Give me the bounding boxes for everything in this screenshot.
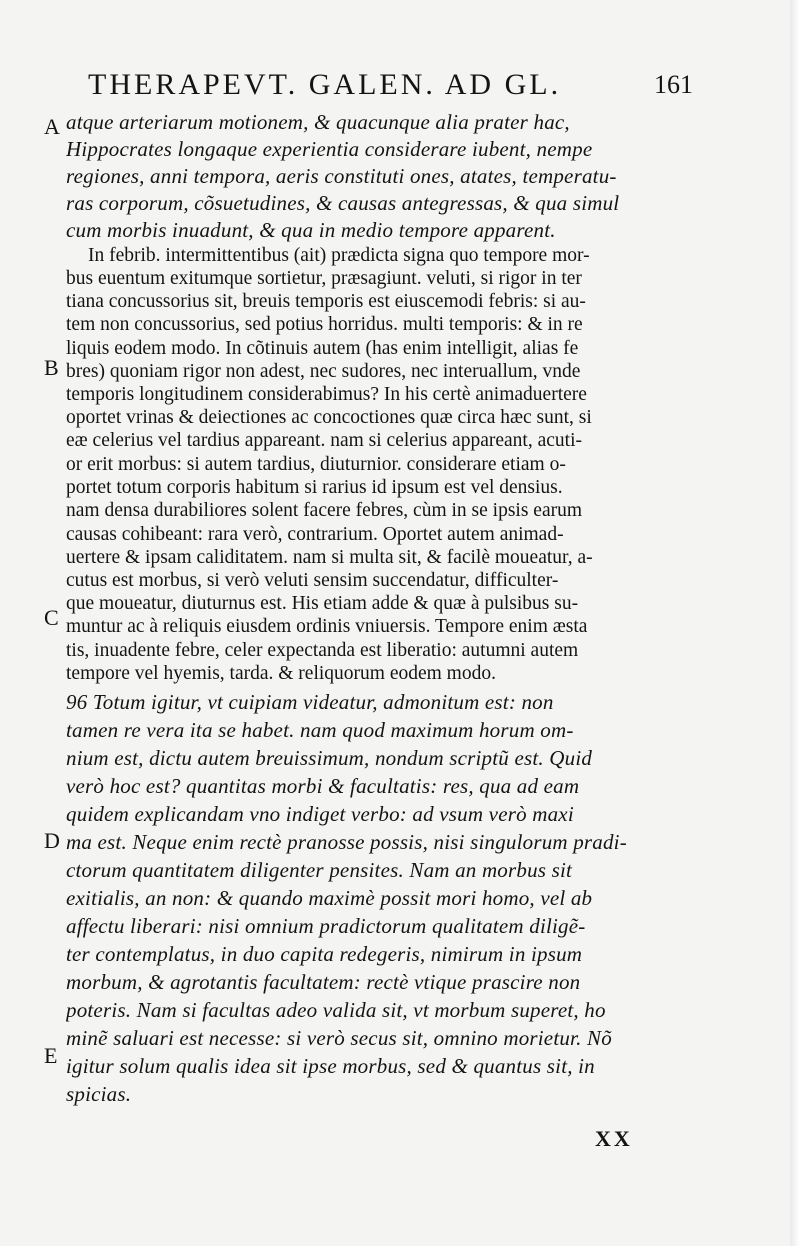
text-line: exitialis, an non: & quando maximè possit mori homo, vel ab (66, 886, 593, 910)
text-line: tiana concussorius sit, breuis temporis est eiuscemodi febris: si au- (66, 291, 586, 312)
text-line: ctorum quantitatem diligenter pensites. Nam an morbus sit (66, 858, 573, 882)
page-edge-shadow (790, 0, 800, 1246)
text-line: eæ celerius vel tardius appareant. nam si celerius appareant, acuti- (66, 430, 582, 451)
catchword: XX (595, 1126, 633, 1151)
text-line: Hippocrates longaque experientia considerare iubent, nempe (66, 137, 593, 161)
text-line: regiones, anni tempora, aeris constituti ones, atates, temperatu- (66, 164, 617, 188)
text-line: In febrib. intermittentibus (ait) prædicta signa quo tempore mor- (88, 245, 590, 266)
text-line: ras corporum, cõsuetudines, & causas antegressas, & qua simul (66, 191, 620, 215)
text-line: cutus est morbus, si verò veluti sensim succendatur, difficulter- (66, 570, 559, 591)
text-line: uertere & ipsam caliditatem. nam si multa sit, & facilè moueatur, a- (66, 547, 593, 568)
margin-marker-d: D (44, 828, 60, 853)
text-line: causas cohibeant: rara verò, contrarium. Oportet autem animad- (66, 524, 564, 545)
margin-marker-a: A (44, 114, 60, 139)
text-line: morbum, & agrotantis facultatem: rectè vtique prascire non (66, 970, 581, 994)
text-line: minẽ saluari est necesse: si verò secus sit, omnino morietur. Nõ (66, 1026, 612, 1050)
text-line: bres) quoniam rigor non adest, nec sudores, nec interuallum, vnde (66, 361, 581, 382)
margin-marker-b: B (44, 355, 59, 380)
text-line: nium est, dictu autem breuissimum, nondum scriptũ est. Quid (66, 746, 593, 770)
text-line: verò hoc est? quantitas morbi & facultatis: res, qua ad eam (66, 774, 580, 798)
text-line: temporis longitudinem considerabimus? In his certè animaduertere (66, 384, 587, 405)
text-line: ter contemplatus, in duo capita redegeris, nimirum in ipsum (66, 942, 583, 966)
margin-marker-c: C (44, 605, 59, 630)
text-line: portet totum corporis habitum si rarius id ipsum est vel densius. (66, 477, 563, 498)
text-line: or erit morbus: si autem tardius, diuturnior. considerare etiam o- (66, 454, 566, 475)
page-header (88, 68, 693, 108)
text-line: muntur ac à reliquis eiusdem ordinis vniuersis. Tempore enim æsta (66, 616, 588, 637)
text-line: liquis eodem modo. In cõtinuis autem (has enim intelligit, alias fe (66, 338, 579, 359)
text-line: tamen re vera ita se habet. nam quod maximum horum om- (66, 718, 574, 742)
text-line: nam densa durabiliores solent facere febres, cùm in se ipsis earum (66, 500, 583, 521)
text-line: spicias. (66, 1082, 132, 1106)
text-line: affectu liberari: nisi omnium pradictorum qualitatem diligẽ- (66, 914, 586, 938)
running-head: THERAPEVT. GALEN. AD GL. (88, 68, 562, 101)
text-line: tis, inuadente febre, celer expectanda est liberatio: autumni autem (66, 640, 579, 661)
text-line: oportet vrinas & deiectiones ac concoctiones quæ circa hæc sunt, si (66, 407, 592, 428)
text-line: 96 Totum igitur, vt cuipiam videatur, admonitum est: non (66, 690, 554, 714)
text-line: quidem explicandam vno indiget verbo: ad vsum verò maxi (66, 802, 574, 826)
margin-marker-e: E (44, 1043, 58, 1068)
text-line: ma est. Neque enim rectè pranosse possis, nisi singulorum pradi- (66, 830, 627, 854)
text-line: bus euentum exitumque sortietur, præsagiunt. veluti, si rigor in ter (66, 268, 582, 289)
text-line: tempore vel hyemis, tarda. & reliquorum eodem modo. (66, 663, 496, 684)
text-line: poteris. Nam si facultas adeo valida sit, vt morbum superet, ho (66, 998, 606, 1022)
text-line: cum morbis inuadunt, & qua in medio tempore apparent. (66, 218, 556, 242)
text-line: atque arteriarum motionem, & quacunque alia prater hac, (66, 110, 570, 134)
text-line: tem non concussorius, sed potius horridus. multi temporis: & in re (66, 314, 583, 335)
page-number: 161 (654, 70, 693, 99)
text-line: igitur solum qualis idea sit ipse morbus, sed & quantus sit, in (66, 1054, 595, 1078)
text-line: que moueatur, diuturnus est. His etiam adde & quæ à pulsibus su- (66, 593, 579, 614)
